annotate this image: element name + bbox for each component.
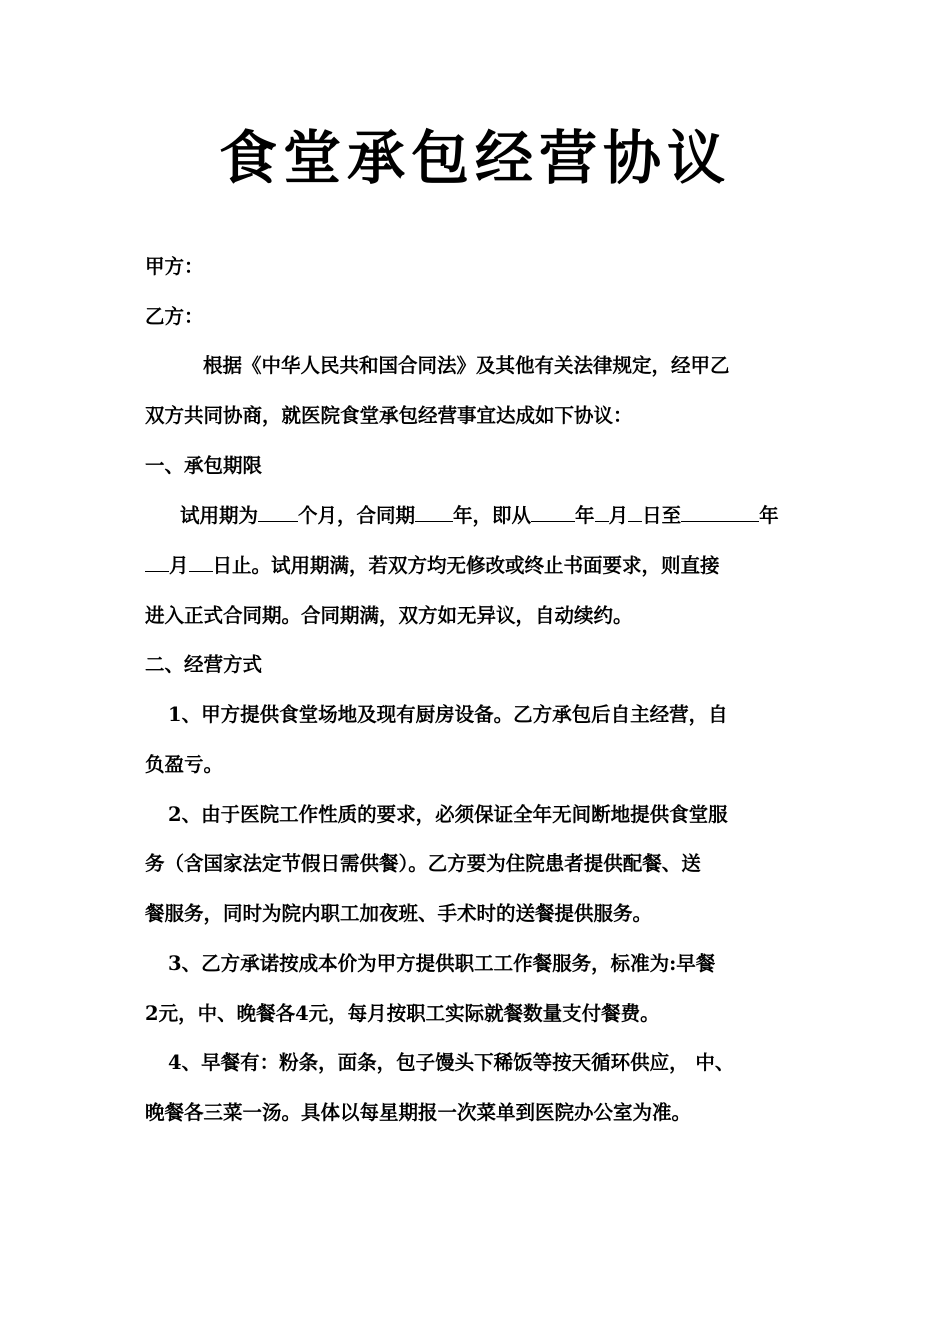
party-b-label: 乙方： xyxy=(145,305,204,328)
section-1-heading: 一、承包期限 xyxy=(145,454,263,477)
term-text: 年 xyxy=(759,504,779,527)
item-4-line-1: 4、早餐有：粉条，面条，包子馒头下稀饭等按天循环供应， 中、 xyxy=(168,1051,735,1074)
term-text: 年 xyxy=(575,504,595,527)
item-2-line-3: 餐服务，同时为院内职工加夜班、手术时的送餐提供服务。 xyxy=(145,902,653,925)
term-text: 日至 xyxy=(642,504,682,527)
blank-field xyxy=(145,553,169,572)
item-2-line-2: 务（含国家法定节假日需供餐）。乙方要为住院患者提供配餐、送 xyxy=(145,852,701,875)
blank-field xyxy=(415,503,453,522)
intro-line-1: 根据《中华人民共和国合同法》及其他有关法律规定，经甲乙 xyxy=(203,354,730,377)
item-4-line-2: 晚餐各三菜一汤。具体以每星期报一次菜单到医院办公室为准。 xyxy=(145,1101,692,1124)
section-2-heading: 二、经营方式 xyxy=(145,653,263,676)
blank-field xyxy=(628,503,642,522)
term-text: 个月，合同期 xyxy=(298,504,416,527)
item-2-line-1: 2、由于医院工作性质的要求，必须保证全年无间断地提供食堂服 xyxy=(168,803,728,826)
blank-field xyxy=(595,503,609,522)
term-text: 试用期为 xyxy=(180,504,259,527)
term-text: 年，即从 xyxy=(453,504,532,527)
term-text: 日止。试用期满，若双方均无修改或终止书面要求，则直接 xyxy=(212,554,720,577)
party-a-label: 甲方： xyxy=(145,255,204,278)
document-title: 食堂承包经营协议 xyxy=(218,124,731,192)
blank-field xyxy=(189,553,213,572)
intro-line-2: 双方共同协商，就医院食堂承包经营事宜达成如下协议： xyxy=(145,404,633,427)
item-3-line-2: 2元，中、晚餐各4元，每月按职工实际就餐数量支付餐费。 xyxy=(145,1002,660,1025)
blank-field xyxy=(531,503,575,522)
term-line-1 xyxy=(180,501,850,531)
term-text: 月 xyxy=(608,504,629,527)
term-line-2 xyxy=(145,551,815,581)
item-1-line-2: 负盈亏。 xyxy=(145,753,224,776)
term-line-3: 进入正式合同期。合同期满，双方如无异议，自动续约。 xyxy=(145,604,633,627)
item-1-line-1: 1、甲方提供食堂场地及现有厨房设备。乙方承包后自主经营，自 xyxy=(168,703,728,726)
item-3-line-1: 3、乙方承诺按成本价为甲方提供职工工作餐服务，标准为:早餐 xyxy=(168,952,716,975)
term-text: 月 xyxy=(169,554,189,577)
blank-field xyxy=(258,503,298,522)
blank-field xyxy=(681,503,759,522)
